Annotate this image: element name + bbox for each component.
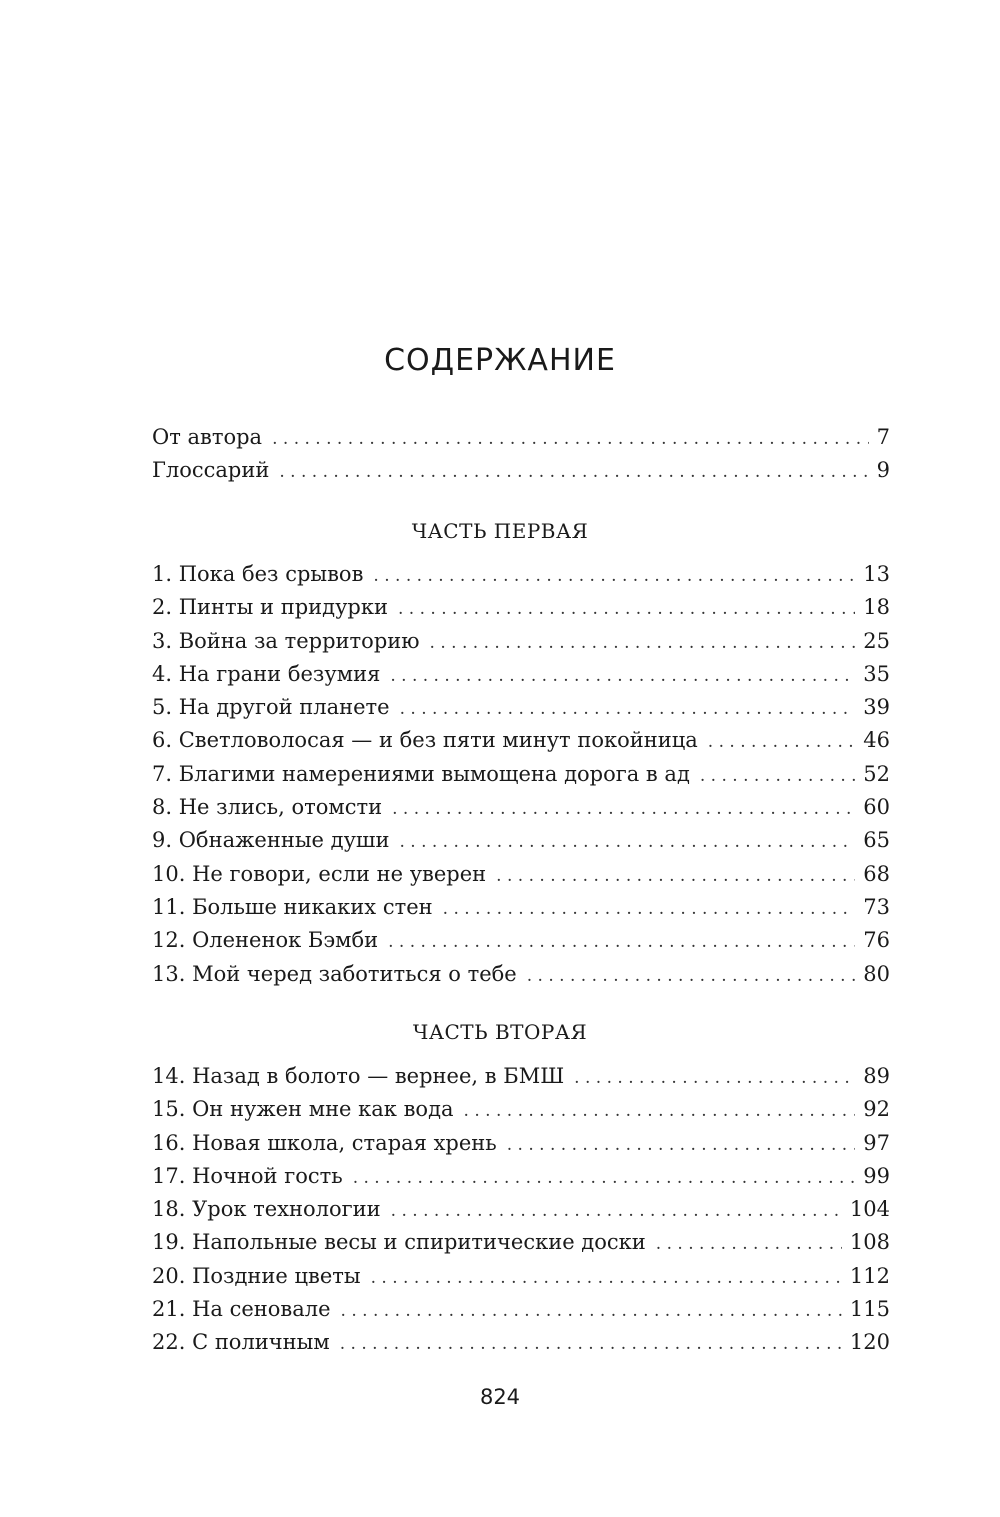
- toc-entry[interactable]: [152, 724, 890, 757]
- entry-page: 52: [863, 761, 890, 786]
- entry-page: 18: [863, 595, 890, 620]
- toc-entry[interactable]: [152, 454, 890, 487]
- dot-leader: [399, 826, 855, 859]
- toc-entry[interactable]: [152, 591, 890, 624]
- dot-leader: [373, 560, 855, 593]
- entry-page: 7: [876, 425, 890, 449]
- entry-page: 115: [849, 1297, 890, 1322]
- toc-entry[interactable]: [152, 1326, 890, 1359]
- entry-page: 99: [863, 1163, 890, 1188]
- dot-leader: [353, 1162, 856, 1195]
- entry-page: 46: [863, 728, 890, 753]
- toc-entry[interactable]: [152, 1226, 890, 1259]
- dot-leader: [388, 926, 855, 959]
- entry-title: 12. Олененок Бэмби: [152, 928, 379, 953]
- dot-leader: [391, 1195, 842, 1228]
- toc-entry[interactable]: [152, 1060, 890, 1093]
- part-two-list: [152, 1060, 890, 1360]
- entry-title: 2. Пинты и придурки: [152, 595, 388, 620]
- toc-entry[interactable]: [152, 824, 890, 857]
- entry-page: 9: [876, 458, 890, 483]
- dot-leader: [390, 660, 855, 693]
- entry-title: 19. Напольные весы и спиритические доски: [152, 1230, 646, 1255]
- entry-title: 11. Больше никаких стен: [152, 894, 433, 919]
- entry-title: 9. Обнаженные души: [152, 828, 390, 853]
- part-one-heading: ЧАСТЬ ПЕРВАЯ: [411, 519, 589, 543]
- dot-leader: [700, 760, 855, 793]
- entry-title: 14. Назад в болото — вернее, в БМШ: [152, 1064, 565, 1088]
- toc-entry[interactable]: [152, 625, 890, 658]
- entry-title: 8. Не злись, отомсти: [152, 795, 383, 820]
- entry-page: 120: [849, 1330, 890, 1355]
- entry-title: 15. Он нужен мне как вода: [152, 1097, 454, 1122]
- entry-page: 25: [863, 628, 890, 653]
- dot-leader: [279, 456, 868, 489]
- dot-leader: [656, 1228, 842, 1261]
- toc-entry[interactable]: [152, 421, 890, 454]
- entry-title: 1. Пока без срывов: [152, 562, 364, 586]
- entry-page: 65: [863, 828, 890, 853]
- dot-leader: [371, 1262, 842, 1295]
- entry-title: 22. С поличным: [152, 1330, 330, 1355]
- part-one-list: [152, 558, 890, 991]
- toc-entry[interactable]: [152, 791, 890, 824]
- front-matter-list: [152, 421, 890, 488]
- part-two-heading: ЧАСТЬ ВТОРАЯ: [412, 1020, 588, 1044]
- entry-page: 76: [863, 928, 890, 953]
- entry-title: Глоссарий: [152, 458, 270, 483]
- dot-leader: [430, 627, 856, 660]
- entry-title: 10. Не говори, если не уверен: [152, 861, 487, 886]
- entry-page: 68: [863, 861, 890, 886]
- dot-leader: [708, 726, 856, 759]
- entry-page: 80: [863, 961, 890, 986]
- entry-page: 92: [863, 1097, 890, 1122]
- entry-title: 5. На другой планете: [152, 695, 390, 720]
- toc-entry[interactable]: [152, 1193, 890, 1226]
- page-number: 824: [479, 1385, 521, 1409]
- toc-entry[interactable]: [152, 1260, 890, 1293]
- dot-leader: [464, 1095, 856, 1128]
- entry-page: 39: [863, 695, 890, 720]
- entry-title: 13. Мой черед заботиться о тебе: [152, 961, 517, 986]
- dot-leader: [443, 893, 856, 926]
- dot-leader: [340, 1328, 842, 1361]
- toc-entry[interactable]: [152, 758, 890, 791]
- entry-page: 13: [863, 562, 890, 586]
- entry-title: 3. Война за территорию: [152, 628, 420, 653]
- toc-entry[interactable]: [152, 891, 890, 924]
- entry-page: 89: [863, 1064, 890, 1088]
- dot-leader: [392, 793, 855, 826]
- toc-entry[interactable]: [152, 691, 890, 724]
- entry-page: 73: [863, 894, 890, 919]
- dot-leader: [272, 423, 869, 456]
- entry-title: От автора: [152, 425, 263, 449]
- toc-entry[interactable]: [152, 1293, 890, 1326]
- entry-title: 18. Урок технологии: [152, 1197, 381, 1222]
- entry-title: 20. Поздние цветы: [152, 1263, 361, 1288]
- entry-title: 7. Благими намерениями вымощена дорога в ад: [152, 761, 690, 786]
- dot-leader: [527, 960, 856, 993]
- entry-title: 17. Ночной гость: [152, 1163, 343, 1188]
- dot-leader: [398, 593, 855, 626]
- dot-leader: [400, 693, 856, 726]
- entry-page: 60: [863, 795, 890, 820]
- toc-entry[interactable]: [152, 858, 890, 891]
- toc-entry[interactable]: [152, 1093, 890, 1126]
- entry-page: 35: [863, 661, 890, 686]
- toc-entry[interactable]: [152, 558, 890, 591]
- dot-leader: [507, 1129, 856, 1162]
- entry-page: 112: [849, 1263, 890, 1288]
- entry-title: 21. На сеновале: [152, 1297, 331, 1322]
- entry-title: 6. Светловолосая — и без пяти минут покойница: [152, 728, 698, 753]
- entry-page: 108: [849, 1230, 890, 1255]
- dot-leader: [496, 860, 855, 893]
- toc-entry[interactable]: [152, 1127, 890, 1160]
- toc-entry[interactable]: [152, 924, 890, 957]
- entry-page: 97: [863, 1130, 890, 1155]
- toc-entry[interactable]: [152, 1160, 890, 1193]
- toc-entry[interactable]: [152, 958, 890, 991]
- entry-title: 4. На грани безумия: [152, 661, 381, 686]
- dot-leader: [341, 1295, 842, 1328]
- entry-page: 104: [849, 1197, 890, 1222]
- page-title: СОДЕРЖАНИЕ: [384, 343, 616, 378]
- toc-entry[interactable]: [152, 658, 890, 691]
- dot-leader: [574, 1062, 855, 1095]
- entry-title: 16. Новая школа, старая хрень: [152, 1130, 497, 1155]
